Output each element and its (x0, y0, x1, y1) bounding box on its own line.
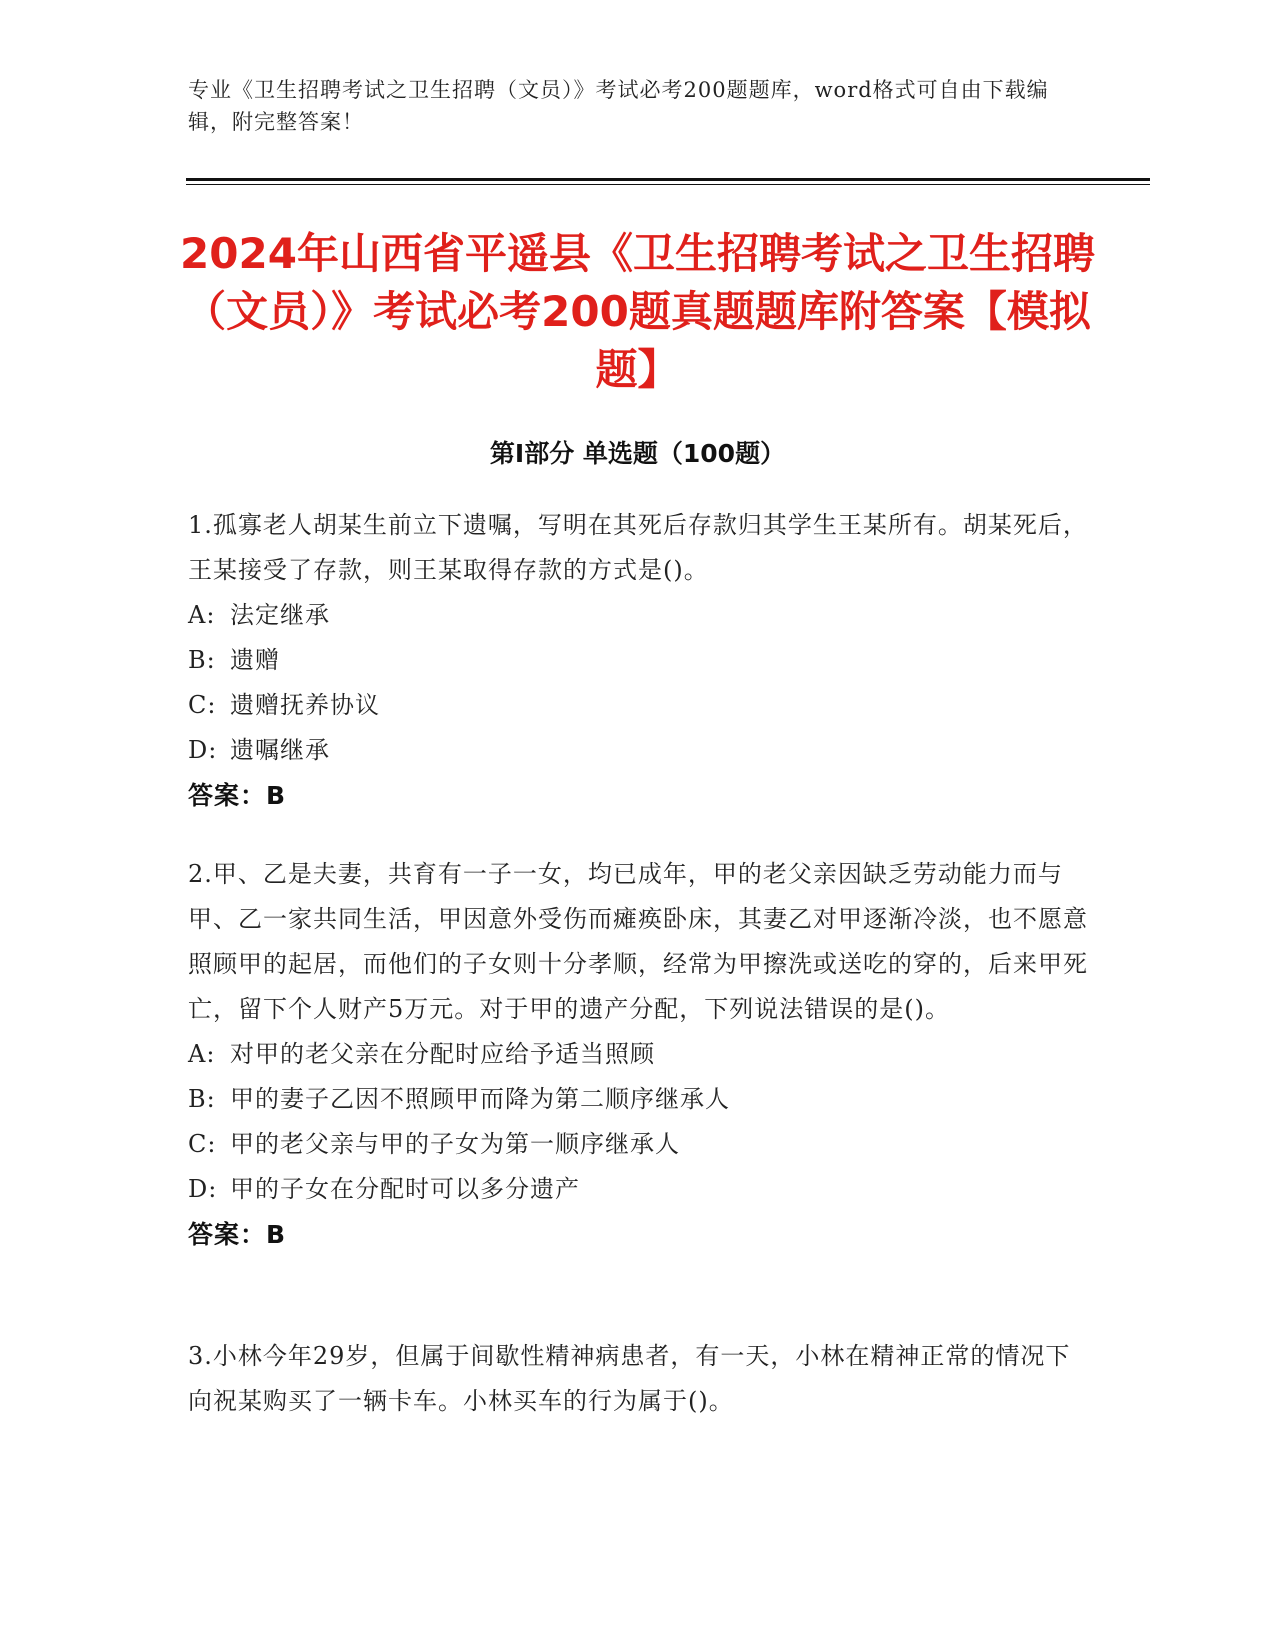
option-text: 遗赠 (230, 646, 280, 674)
option-d (188, 728, 1088, 773)
option-letter: A: (188, 601, 216, 629)
question-stem: 1.孤寡老人胡某生前立下遗嘱，写明在其死后存款归其学生王某所有。胡某死后，王某接受了存款，则王某取得存款的方式是()。 (188, 511, 1088, 584)
option-letter: B: (188, 1085, 216, 1113)
option-letter: A: (188, 1040, 216, 1068)
option-letter: C: (188, 1130, 217, 1158)
option-a (188, 593, 1088, 638)
header-note: 专业《卫生招聘考试之卫生招聘（文员）》考试必考200题题库，word格式可自由下载编辑，附完整答案！ (188, 78, 1049, 134)
option-d (188, 1167, 1088, 1212)
option-a (188, 1032, 1088, 1077)
option-text: 甲的妻子乙因不照顾甲而降为第二顺序继承人 (230, 1085, 730, 1113)
option-letter: D: (188, 1175, 218, 1203)
header-rule-thick (186, 178, 1150, 181)
option-text: 法定继承 (230, 601, 330, 629)
question-stem: 2.甲、乙是夫妻，共育有一子一女，均已成年，甲的老父亲因缺乏劳动能力而与甲、乙一家共同生活，甲因意外受伤而瘫痪卧床，其妻乙对甲逐渐冷淡，也不愿意照顾甲的起居，而他们的子女则十分孝顺，经常为甲擦洗或送吃的穿的，后来甲死亡，留下个人财产5万元。对于甲的遗产分配，下列说法错误的是()。 (188, 860, 1088, 1023)
option-letter: D: (188, 736, 218, 764)
page-title: 2024年山西省平遥县《卫生招聘考试之卫生招聘（文员）》考试必考200题真题题库附答案【模拟题】 (180, 229, 1095, 394)
option-text: 遗赠抚养协议 (230, 691, 380, 719)
answer: 答案：B (188, 781, 287, 810)
option-c (188, 1122, 1088, 1167)
answer: 答案：B (188, 1220, 287, 1249)
option-text: 甲的老父亲与甲的子女为第一顺序继承人 (230, 1130, 680, 1158)
option-text: 对甲的老父亲在分配时应给予适当照顾 (230, 1040, 655, 1068)
question-2 (188, 852, 1088, 1257)
question-3 (188, 1334, 1088, 1424)
option-b (188, 638, 1088, 683)
option-b (188, 1077, 1088, 1122)
question-stem: 3.小林今年29岁，但属于间歇性精神病患者，有一天，小林在精神正常的情况下向祝某购买了一辆卡车。小林买车的行为属于()。 (188, 1342, 1071, 1415)
header-rule-thin (186, 184, 1150, 185)
option-c (188, 683, 1088, 728)
question-1 (188, 503, 1088, 818)
section-heading: 第Ⅰ部分 单选题（100题） (489, 439, 786, 468)
option-letter: B: (188, 646, 216, 674)
option-text: 甲的子女在分配时可以多分遗产 (230, 1175, 580, 1203)
option-letter: C: (188, 691, 217, 719)
option-text: 遗嘱继承 (230, 736, 330, 764)
